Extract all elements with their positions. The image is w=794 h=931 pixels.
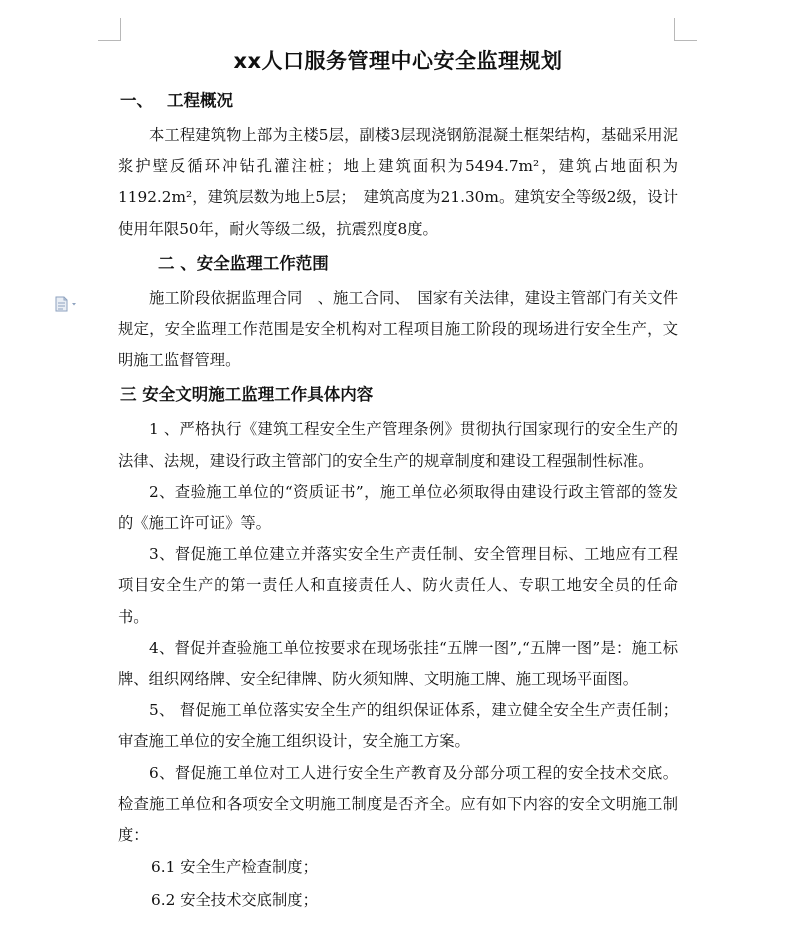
section-1-heading [120,82,680,120]
section-3-subitem-6-2: 6.2 安全技术交底制度； [151,891,318,910]
section-2-heading: 二 、安全监理工作范围 [158,253,329,273]
page-corner-mark-top-right [674,18,697,41]
page-corner-mark-top-left [98,18,121,41]
document-page [118,40,678,917]
section-1-number: 一、 [120,91,153,110]
section-3-item-4: 4、督促并查验施工单位按要求在现场张挂“五牌一图”,“五牌一图”是：施工标牌、组织网络牌、安全纪律牌、防火须知牌、文明施工牌、施工现场平面图。 [118,638,678,689]
section-3-subitem-6-1: 6.1 安全生产检查制度； [151,858,318,877]
section-3-heading: 三 安全文明施工监理工作具体内容 [120,385,374,405]
section-3-item-6: 6、督促施工单位对工人进行安全生产教育及分部分项工程的安全技术交底。检查施工单位和各项安全文明施工制度是否齐全。应有如下内容的安全文明施工制度： [118,763,678,845]
section-1-paragraph: 本工程建筑物上部为主楼5层，副楼3层现浇钢筋混凝土框架结构，基础采用泥浆护壁反循环冲钻孔灌注桩；地上建筑面积为5494.7m²，建筑占地面积为1192.2m²，建筑层数为地上5层； 建筑高度为21.30m。建筑安全等级2级，设计使用年限50年，耐火等级二级，抗震烈度8度。 [118,126,678,238]
section-2-paragraph: 施工阶段依据监理合同 、施工合同、 国家有关法律，建设主管部门有关文件规定，安全监理工作范围是安全机构对工程项目施工阶段的现场进行安全生产，文明施工监督管理。 [118,288,678,370]
section-3-item-2: 2、查验施工单位的“资质证书”，施工单位必须取得由建设行政主管部的签发的《施工许可证》等。 [118,482,678,533]
section-3-item-1: 1 、严格执行《建筑工程安全生产管理条例》贯彻执行国家现行的安全生产的法律、法规，建设行政主管部门的安全生产的规章制度和建设工程强制性标准。 [118,420,678,470]
section-1-title: 工程概况 [167,91,233,110]
document-title: xx人口服务管理中心安全监理规划 [233,49,563,73]
section-3-item-5: 5、 督促施工单位落实安全生产的组织保证体系，建立健全安全生产责任制；审查施工单位的安全施工组织设计，安全施工方案。 [118,701,678,751]
section-3-item-3: 3、督促施工单位建立并落实安全生产责任制、安全管理目标、工地应有工程项目安全生产的第一责任人和直接责任人、防火责任人、专职工地安全员的任命书。 [118,545,678,626]
paragraph-options-icon[interactable] [54,296,82,312]
